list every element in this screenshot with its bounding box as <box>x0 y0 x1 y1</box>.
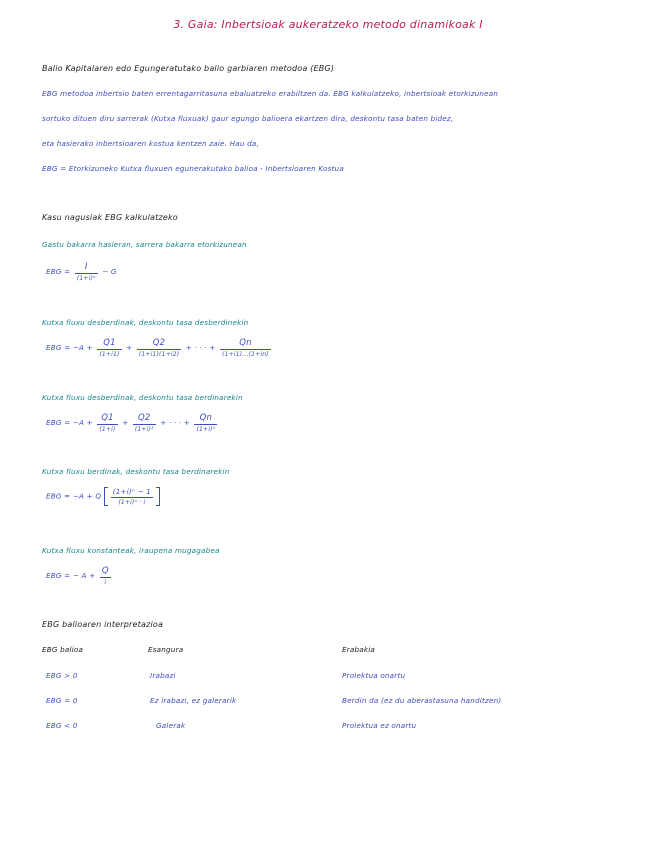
table-cell: Berdin da (ez du aberastasuna handitzen) <box>342 696 502 705</box>
fraction <box>194 413 217 433</box>
fraction <box>220 338 271 358</box>
formula-lhs: EBG = −A + Q <box>46 491 102 501</box>
denominator: (1+i1) <box>99 351 120 358</box>
table-cell: Irabazi <box>150 671 176 680</box>
table-cell: EBG < 0 <box>46 721 78 730</box>
plus-sign: + <box>122 418 129 427</box>
ebg-definition: EBG = Etorkizuneko Kutxa fluxuen egunerakutako balioa - Inbertsioaren Kostua <box>42 164 345 173</box>
fraction <box>97 338 121 358</box>
formula-lhs: EBG = − A + <box>46 571 96 580</box>
fraction <box>111 487 153 506</box>
fraction <box>100 566 111 586</box>
formula-case3 <box>46 413 219 433</box>
paragraph-line: eta hasierako inbertsioaren kostua kentzen zaie. Hau da, <box>42 139 259 148</box>
numerator: Qn <box>220 338 271 350</box>
table-cell: Proiektua onartu <box>342 671 406 680</box>
plus-sign: + <box>126 343 133 352</box>
table-header: Esangura <box>148 645 184 654</box>
denominator: (1+i)ⁿ · i <box>118 499 146 506</box>
section-heading-ebg-method: Balio Kapitalaren edo Egungeratutako balio garbiaren metodoa (EBG) <box>42 64 335 73</box>
numerator: Q2 <box>133 413 156 425</box>
fraction <box>75 262 98 282</box>
formula-case4 <box>46 487 160 506</box>
case-label: Kutxa fluxu berdinak, deskontu tasa berdinarekin <box>42 467 230 476</box>
ellipsis: + · · · + <box>185 343 216 352</box>
formula-case5 <box>46 566 113 586</box>
table-cell: Galerak <box>156 721 186 730</box>
formula-case1 <box>46 262 117 282</box>
table-cell: EBG = 0 <box>46 696 78 705</box>
paragraph-line: EBG metodoa inbertsio baten errentagarritasuna ebaluatzeko erabiltzen da. EBG kalkulatzeko, inbertsioak etorkizunean <box>42 89 499 98</box>
case-label: Kutxa fluxu desberdinak, deskontu tasa berdinarekin <box>42 393 243 402</box>
denominator: (1+i)ⁿ <box>76 275 96 282</box>
section-heading-main-cases: Kasu nagusiak EBG kalkulatzeko <box>42 213 178 222</box>
numerator: Q1 <box>97 413 117 425</box>
denominator: (1+i1)(1+i2) <box>138 351 180 358</box>
paragraph-line: sortuko dituen diru sarrerak (Kutxa fluxuak) gaur egungo balioera ekartzen dira, deskontu tasa baten bidez, <box>42 114 454 123</box>
page-title: 3. Gaia: Inbertsioak aukeratzeko metodo dinamikoak I <box>173 18 483 31</box>
denominator: (1+i)² <box>134 426 154 433</box>
numerator: (1+i)ⁿ − 1 <box>112 487 151 496</box>
fraction <box>97 413 117 433</box>
formula-lhs: EBG = <box>46 267 71 276</box>
bracket <box>104 487 160 506</box>
numerator: Qn <box>194 413 217 425</box>
denominator: (1+i) <box>99 426 116 433</box>
table-cell: Proiektua ez onartu <box>342 721 417 730</box>
numerator: Q <box>101 566 109 576</box>
case-label: Gastu bakarra hasieran, sarrera bakarra etorkizunean <box>42 240 247 249</box>
denominator: i <box>104 579 107 586</box>
table-cell: Ez irabazi, ez galerarik <box>150 696 237 705</box>
numerator: I <box>75 262 98 274</box>
table-header: EBG balioa <box>42 645 84 654</box>
table-header: Erabakia <box>342 645 376 654</box>
fraction <box>133 413 156 433</box>
denominator: (1+i1)...(1+in) <box>222 351 269 358</box>
case-label: Kutxa fluxu desberdinak, deskontu tasa desberdinekin <box>42 318 249 327</box>
denominator: (1+i)ⁿ <box>196 426 216 433</box>
ellipsis: + · · · + <box>160 418 190 427</box>
table-cell: EBG > 0 <box>46 671 78 680</box>
case-label: Kutxa fluxu konstanteak, iraupena mugagabea <box>42 546 220 555</box>
formula-lhs: EBG = −A + <box>46 343 93 352</box>
formula-case2 <box>46 338 273 358</box>
formula-tail: − G <box>102 267 117 276</box>
ebg-explanation <box>42 81 624 181</box>
section-heading-interpretation: EBG balioaren interpretazioa <box>42 620 164 629</box>
fraction <box>137 338 181 358</box>
formula-lhs: EBG = −A + <box>46 418 93 427</box>
numerator: Q1 <box>97 338 121 350</box>
numerator: Q2 <box>137 338 181 350</box>
